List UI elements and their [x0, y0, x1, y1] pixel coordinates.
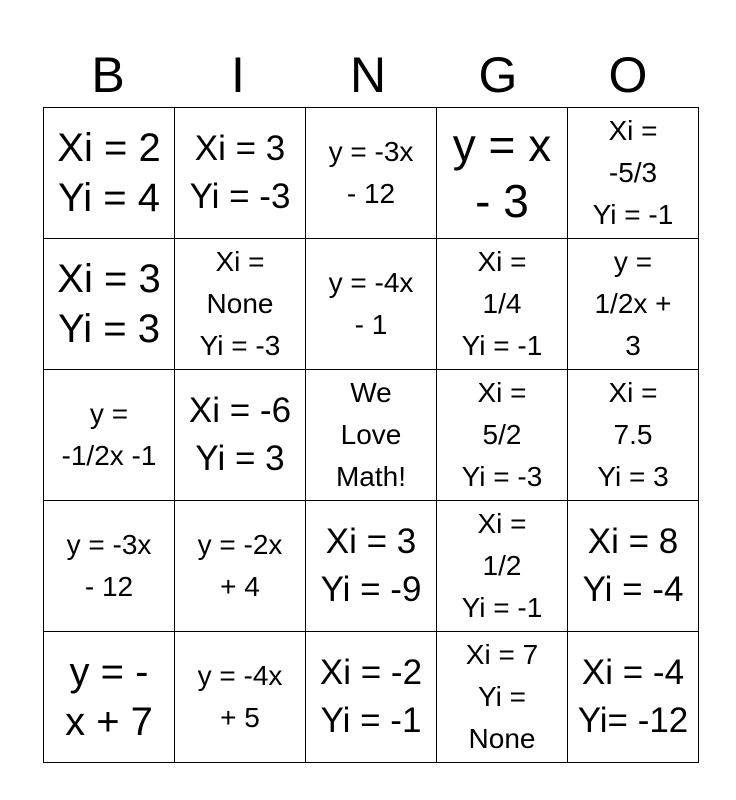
board-row	[44, 239, 699, 370]
cell-text: y = - x + 7	[65, 650, 153, 744]
cell-text: Xi = 8 Yi = -4	[582, 522, 684, 609]
board-cell	[175, 108, 306, 239]
cell-text: Xi = -6 Yi = 3	[188, 391, 292, 478]
board-row	[44, 370, 699, 501]
board-cell	[437, 239, 568, 370]
board-row	[44, 501, 699, 632]
board-cell	[306, 501, 437, 632]
cell-text: y = x - 3	[452, 119, 552, 227]
board-cell	[175, 370, 306, 501]
cell-text: Xi = 1/2 Yi = -1	[461, 508, 543, 623]
cell-text: Xi = None Yi = -3	[199, 246, 281, 361]
board-cell	[175, 239, 306, 370]
board-cell	[437, 108, 568, 239]
board-cell	[568, 632, 699, 763]
cell-text: Xi = 1/4 Yi = -1	[461, 246, 543, 361]
board-cell	[568, 370, 699, 501]
cell-text: y = -4x - 1	[328, 267, 414, 340]
board-cell	[44, 239, 175, 370]
cell-text: y = -3x - 12	[66, 529, 152, 602]
cell-text: Xi = 2 Yi = 4	[57, 126, 161, 220]
cell-text: Xi = -5/3 Yi = -1	[592, 115, 674, 230]
header-letter-n: N	[349, 47, 387, 103]
board-cell free-space	[306, 370, 437, 501]
board-cell	[44, 632, 175, 763]
header-letter-b: B	[91, 47, 125, 103]
board-cell	[306, 239, 437, 370]
board-cell	[44, 108, 175, 239]
board-cell	[44, 501, 175, 632]
cell-text: y = 1/2x + 3	[594, 246, 672, 361]
board-cell	[175, 632, 306, 763]
cell-text: Xi = -4 Yi= -12	[577, 653, 689, 740]
header-letter-i: I	[231, 47, 245, 103]
header-letter-g: G	[478, 47, 518, 103]
cell-text: Xi = 5/2 Yi = -3	[461, 377, 543, 492]
cell-text: Xi = 3 Yi = 3	[57, 257, 161, 351]
cell-text: Xi = -2 Yi = -1	[319, 653, 423, 740]
cell-text: Xi = 3 Yi = -3	[189, 129, 291, 216]
cell-text: y = -2x + 4	[197, 529, 283, 602]
free-space-text: We Love Math!	[335, 377, 407, 492]
board-row	[44, 632, 699, 763]
cell-text: y = -4x + 5	[197, 660, 283, 733]
cell-text: y = -3x - 12	[328, 136, 414, 209]
board-cell	[44, 370, 175, 501]
board-cell	[306, 632, 437, 763]
board-cell	[175, 501, 306, 632]
cell-text: Xi = 3 Yi = -9	[320, 522, 422, 609]
bingo-header	[43, 44, 693, 106]
board-cell	[437, 501, 568, 632]
board-cell	[568, 108, 699, 239]
cell-text: Xi = 7.5 Yi = 3	[597, 377, 669, 492]
cell-text: Xi = 7 Yi = None	[465, 639, 539, 754]
board-cell	[568, 501, 699, 632]
bingo-board	[43, 107, 699, 763]
header-letter-o: O	[608, 47, 648, 103]
board-cell	[568, 239, 699, 370]
board-cell	[437, 370, 568, 501]
board-cell	[437, 632, 568, 763]
cell-text: y = -1/2x -1	[61, 398, 157, 471]
board-row	[44, 108, 699, 239]
board-cell	[306, 108, 437, 239]
